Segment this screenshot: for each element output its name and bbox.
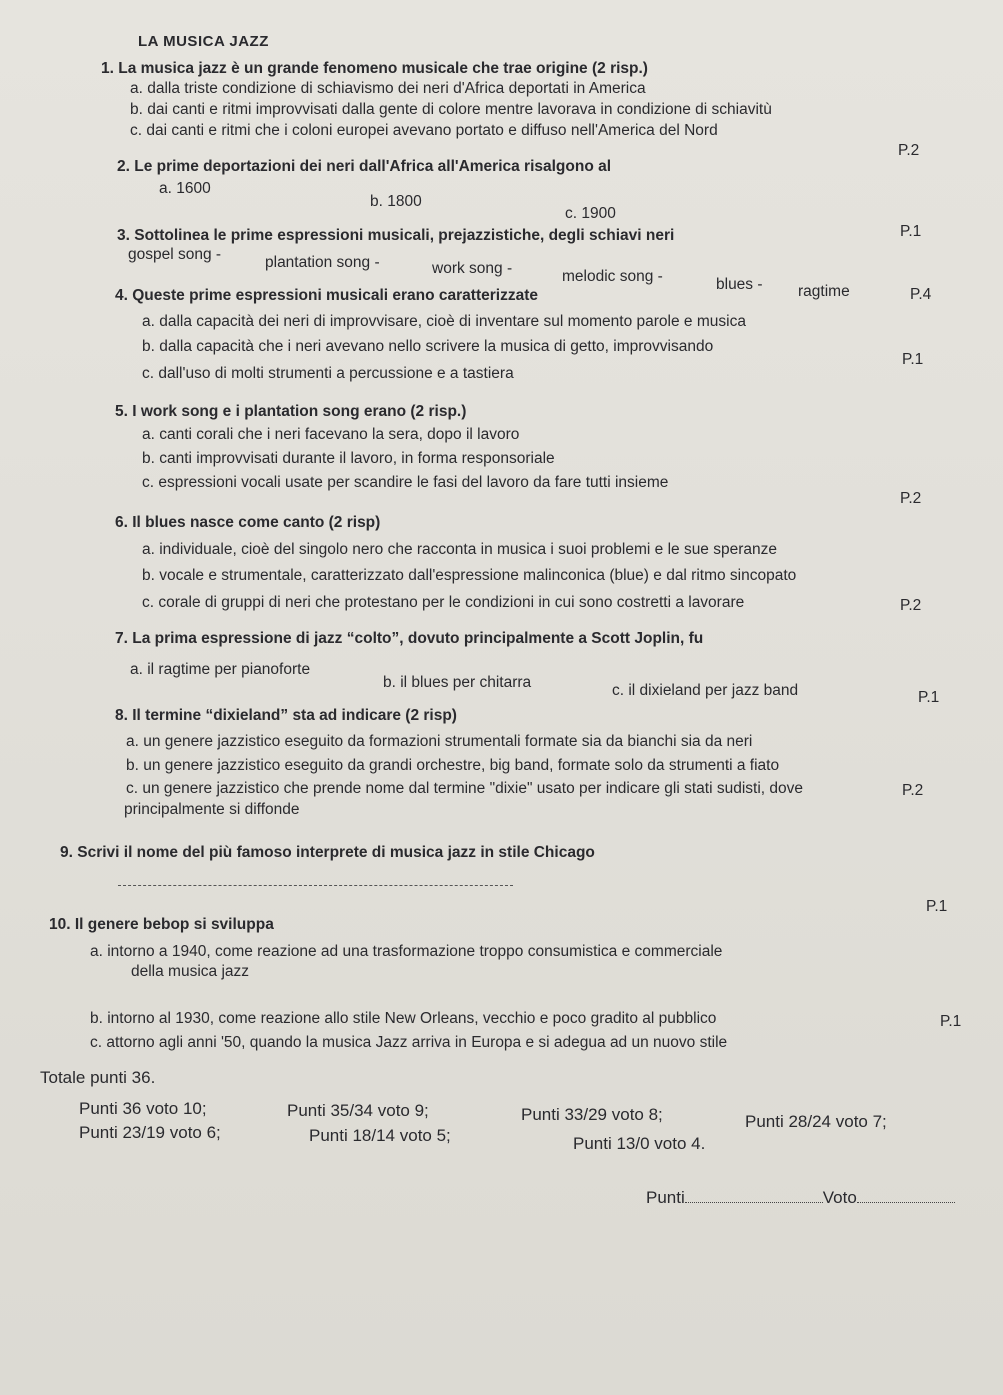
question-4-option-a[interactable]: a. dalla capacità dei neri di improvvisare, cioè di inventare sul momento parole e musica (142, 313, 746, 330)
question-10-option-a-cont: della musica jazz (131, 963, 250, 980)
question-6-option-a[interactable]: a. individuale, cioè del singolo nero che racconta in musica i suoi problemi e le sue speranze (142, 541, 778, 558)
question-9-points: P.1 (926, 898, 948, 915)
question-5-option-a[interactable]: a. canti corali che i neri facevano la sera, dopo il lavoro (142, 426, 520, 443)
question-1-points: P.2 (898, 142, 920, 159)
question-6-option-b[interactable]: b. vocale e strumentale, caratterizzato dall'espressione malinconica (blue) e dal ritmo sincopato (142, 567, 797, 584)
question-8-option-a[interactable]: a. un genere jazzistico eseguito da formazioni strumentali formate sia da bianchi sia da neri (126, 733, 753, 750)
question-1-option-c[interactable]: c. dai canti e ritmi che i coloni europei avevano portato e diffuso nell'America del Nord (130, 122, 718, 139)
question-8-option-b[interactable]: b. un genere jazzistico eseguito da grandi orchestre, big band, formate solo da strumenti a fiato (126, 757, 780, 774)
question-8-option-c[interactable]: c. un genere jazzistico che prende nome dal termine "dixie" usato per indicare gli stati sudisti, dove (126, 780, 804, 797)
question-3-option-ragtime[interactable]: ragtime (798, 283, 850, 300)
question-3-option-blues[interactable]: blues - (716, 276, 763, 293)
question-3-option-work[interactable]: work song - (432, 260, 513, 277)
question-3: 3. Sottolinea le prime espressioni musicali, prejazzistiche, degli schiavi neri (117, 227, 675, 244)
voto-blank[interactable] (857, 1202, 955, 1203)
question-10-points: P.1 (940, 1013, 962, 1030)
question-4-option-c[interactable]: c. dall'uso di molti strumenti a percussione e a tastiera (142, 365, 514, 382)
question-8-points: P.2 (902, 782, 924, 799)
total-points: Totale punti 36. (40, 1068, 156, 1087)
page-title: LA MUSICA JAZZ (138, 33, 269, 50)
question-7-option-a[interactable]: a. il ragtime per pianoforte (130, 661, 311, 678)
question-1-option-a[interactable]: a. dalla triste condizione di schiavismo dei neri d'Africa deportati in America (130, 80, 646, 97)
question-2-option-a[interactable]: a. 1600 (159, 180, 211, 197)
question-2-points: P.1 (900, 223, 922, 240)
question-2: 2. Le prime deportazioni dei neri dall'Africa all'America risalgono al (117, 158, 612, 175)
question-5-option-c[interactable]: c. espressioni vocali usate per scandire le fasi del lavoro da fare tutti insieme (142, 474, 669, 491)
question-6-points: P.2 (900, 597, 922, 614)
grade-scale-5: Punti 23/19 voto 6; (79, 1123, 221, 1142)
question-3-option-plantation[interactable]: plantation song - (265, 254, 380, 271)
question-6-option-c[interactable]: c. corale di gruppi di neri che protestano per le condizioni in cui sono costretti a lavorare (142, 594, 745, 611)
grade-scale-6: Punti 18/14 voto 5; (309, 1126, 451, 1145)
question-7: 7. La prima espressione di jazz “colto”, dovuto principalmente a Scott Joplin, fu (115, 630, 704, 647)
grade-scale-4: Punti 28/24 voto 7; (745, 1112, 887, 1131)
question-3-points: P.4 (910, 286, 932, 303)
question-5-option-b[interactable]: b. canti improvvisati durante il lavoro, in forma responsoriale (142, 450, 555, 467)
grade-scale-1: Punti 36 voto 10; (79, 1099, 207, 1118)
grade-scale-2: Punti 35/34 voto 9; (287, 1101, 429, 1120)
question-9: 9. Scrivi il nome del più famoso interprete di musica jazz in stile Chicago (60, 844, 595, 861)
question-10-option-c[interactable]: c. attorno agli anni '50, quando la musica Jazz arriva in Europa e si adegua ad un nuovo stile (90, 1034, 728, 1051)
question-5-points: P.2 (900, 490, 922, 507)
question-10: 10. Il genere bebop si sviluppa (49, 916, 274, 933)
question-7-option-b[interactable]: b. il blues per chitarra (383, 674, 532, 691)
question-6: 6. Il blues nasce come canto (2 risp) (115, 514, 381, 531)
question-8-option-c-cont: principalmente si diffonde (124, 801, 300, 818)
punti-blank[interactable] (685, 1202, 823, 1203)
question-1-option-b[interactable]: b. dai canti e ritmi improvvisati dalla gente di colore mentre lavorava in condizione di schiavitù (130, 101, 772, 118)
score-footer (646, 1188, 955, 1208)
question-2-option-c[interactable]: c. 1900 (565, 205, 616, 222)
question-4-option-b[interactable]: b. dalla capacità che i neri avevano nello scrivere la musica di getto, improvvisando (142, 338, 714, 355)
question-4: 4. Queste prime espressioni musicali erano caratterizzate (115, 287, 538, 304)
question-8: 8. Il termine “dixieland” sta ad indicare (2 risp) (115, 707, 457, 724)
question-9-answer-line[interactable] (118, 885, 513, 886)
punti-label: Punti (646, 1188, 685, 1207)
grade-scale-3: Punti 33/29 voto 8; (521, 1105, 663, 1124)
question-10-option-a[interactable]: a. intorno a 1940, come reazione ad una trasformazione troppo consumistica e commerciale (90, 943, 723, 960)
voto-label: Voto (822, 1188, 857, 1207)
question-3-option-melodic[interactable]: melodic song - (562, 268, 663, 285)
question-4-points: P.1 (902, 351, 924, 368)
question-3-option-gospel[interactable]: gospel song - (128, 246, 222, 263)
question-7-option-c[interactable]: c. il dixieland per jazz band (612, 682, 799, 699)
question-5: 5. I work song e i plantation song erano (2 risp.) (115, 403, 467, 420)
question-10-option-b[interactable]: b. intorno al 1930, come reazione allo stile New Orleans, vecchio e poco gradito al pubblico (90, 1010, 717, 1027)
question-7-points: P.1 (918, 689, 940, 706)
question-1: 1. La musica jazz è un grande fenomeno musicale che trae origine (2 risp.) (101, 60, 648, 77)
grade-scale-7: Punti 13/0 voto 4. (573, 1134, 706, 1153)
question-2-option-b[interactable]: b. 1800 (370, 193, 422, 210)
